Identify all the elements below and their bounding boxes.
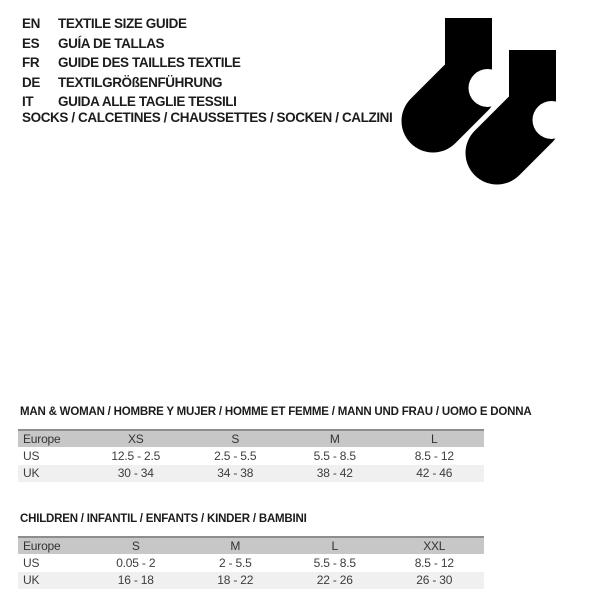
category-line: SOCKS / CALCETINES / CHAUSSETTES / SOCKEN / CALZINI xyxy=(22,110,393,125)
size-table-man-woman xyxy=(18,406,532,482)
column-header-size: L xyxy=(431,432,438,446)
size-value: 5.5 - 8.5 xyxy=(313,448,356,463)
language-label: GUIDA ALLE TAGLIE TESSILI xyxy=(58,94,237,109)
column-header-size: L xyxy=(331,539,338,553)
column-header-region: Europe xyxy=(23,539,61,553)
language-code: EN xyxy=(22,16,40,31)
column-header-size: XS xyxy=(127,432,144,446)
table-row-uk xyxy=(18,572,484,590)
size-value: 26 - 30 xyxy=(416,573,453,588)
language-row xyxy=(22,53,241,73)
size-value: 8.5 - 12 xyxy=(414,448,454,463)
size-value: 0.05 - 2 xyxy=(116,555,156,570)
size-value: 8.5 - 12 xyxy=(414,555,454,570)
column-header-size: S xyxy=(131,539,140,553)
size-value: 38 - 42 xyxy=(316,466,353,481)
language-row xyxy=(22,14,241,34)
row-label: US xyxy=(23,448,40,463)
size-table-children xyxy=(18,513,484,589)
row-label: UK xyxy=(23,466,40,481)
table-row-us xyxy=(18,447,484,465)
language-label: GUIDE DES TAILLES TEXTILE xyxy=(58,55,241,70)
row-label: UK xyxy=(23,573,40,588)
size-value: 16 - 18 xyxy=(117,573,154,588)
size-value: 2.5 - 5.5 xyxy=(214,448,257,463)
column-header-size: XXL xyxy=(423,539,446,553)
sock-right-shape xyxy=(497,50,571,153)
language-row xyxy=(22,73,241,93)
column-header-size: M xyxy=(329,432,340,446)
size-value: 12.5 - 2.5 xyxy=(111,448,161,463)
row-label: US xyxy=(23,555,40,570)
language-code: DE xyxy=(22,74,40,90)
language-code: ES xyxy=(22,35,40,51)
column-header-size: M xyxy=(230,539,241,553)
size-value: 42 - 46 xyxy=(416,466,453,481)
language-row xyxy=(22,92,241,112)
sock-left-shape xyxy=(433,18,507,121)
size-value: 5.5 - 8.5 xyxy=(313,555,356,570)
column-header-region: Europe xyxy=(23,432,61,446)
language-label: GUÍA DE TALLAS xyxy=(58,35,165,51)
table-title-children: CHILDREN / INFANTIL / ENFANTS / KINDER / BAMBINI xyxy=(20,513,307,525)
size-value: 34 - 38 xyxy=(217,466,254,481)
language-label: TEXTILGRÖßENFÜHRUNG xyxy=(58,74,223,90)
table-header-row xyxy=(18,536,484,554)
table-row-us xyxy=(18,554,484,572)
column-header-size: S xyxy=(231,432,240,446)
language-code: FR xyxy=(22,55,40,70)
table-header-row xyxy=(18,429,484,447)
language-code: IT xyxy=(22,94,34,109)
language-list xyxy=(22,14,241,112)
size-value: 18 - 22 xyxy=(217,573,254,588)
size-value: 2 - 5.5 xyxy=(218,555,252,570)
table-row-uk xyxy=(18,465,484,483)
language-label: TEXTILE SIZE GUIDE xyxy=(58,16,187,31)
size-value: 22 - 26 xyxy=(316,573,353,588)
socks-icon xyxy=(400,8,600,188)
table-title-man-woman: MAN & WOMAN / HOMBRE Y MUJER / HOMME ET FEMME / MANN UND FRAU / UOMO E DONNA xyxy=(20,406,532,418)
language-row xyxy=(22,34,241,54)
size-value: 30 - 34 xyxy=(117,466,154,481)
